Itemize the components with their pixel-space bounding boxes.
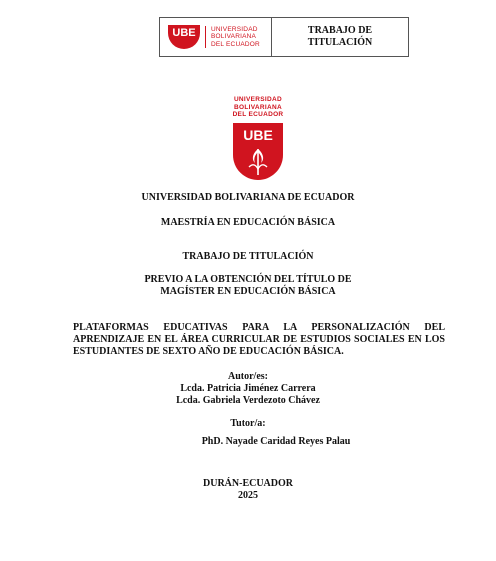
ube-logo-icon: UBE	[168, 25, 200, 49]
header-logo	[160, 18, 272, 56]
location: DURÁN-ECUADOR	[203, 478, 293, 489]
authors-label: Autor/es:	[228, 371, 268, 382]
year: 2025	[238, 490, 258, 501]
authors-list	[0, 383, 496, 407]
main-logo	[226, 96, 290, 183]
header-university-name: UNIVERSIDAD BOLIVARIANA DEL ECUADOR	[211, 25, 260, 48]
header-title: TRABAJO DE TITULACIÓN	[307, 25, 373, 48]
main-logo-university-name: UNIVERSIDAD BOLIVARIANA DEL ECUADOR	[232, 96, 284, 118]
work-type: TRABAJO DE TITULACIÓN	[182, 251, 314, 262]
thesis-title: PLATAFORMAS EDUCATIVAS PARA LA PERSONALIZACIÓN DEL APRENDIZAJE EN EL ÁREA CURRICULAR DE ESTUDIOS SOCIALES EN LOS ESTUDIANTES DE SEXTO AÑO DE EDUCACIÓN BÁSICA.	[73, 322, 445, 357]
shield-graphic	[233, 123, 283, 183]
tutor-label: Tutor/a:	[230, 418, 266, 429]
university-name: UNIVERSIDAD BOLIVARIANA DE ECUADOR	[141, 192, 355, 203]
shield-text: UBE	[243, 126, 273, 143]
ube-shield-icon	[233, 123, 283, 183]
author-2: Lcda. Gabriela Verdezoto Chávez	[176, 395, 320, 406]
tutor-name: PhD. Nayade Caridad Reyes Palau	[201, 436, 351, 447]
header-box	[159, 17, 409, 57]
degree-statement: PREVIO A LA OBTENCIÓN DEL TÍTULO DE MAGÍSTER EN EDUCACIÓN BÁSICA	[144, 274, 352, 297]
program-name: MAESTRÍA EN EDUCACIÓN BÁSICA	[160, 217, 336, 228]
logo-divider	[205, 26, 206, 48]
author-1: Lcda. Patricia Jiménez Carrera	[180, 383, 316, 394]
